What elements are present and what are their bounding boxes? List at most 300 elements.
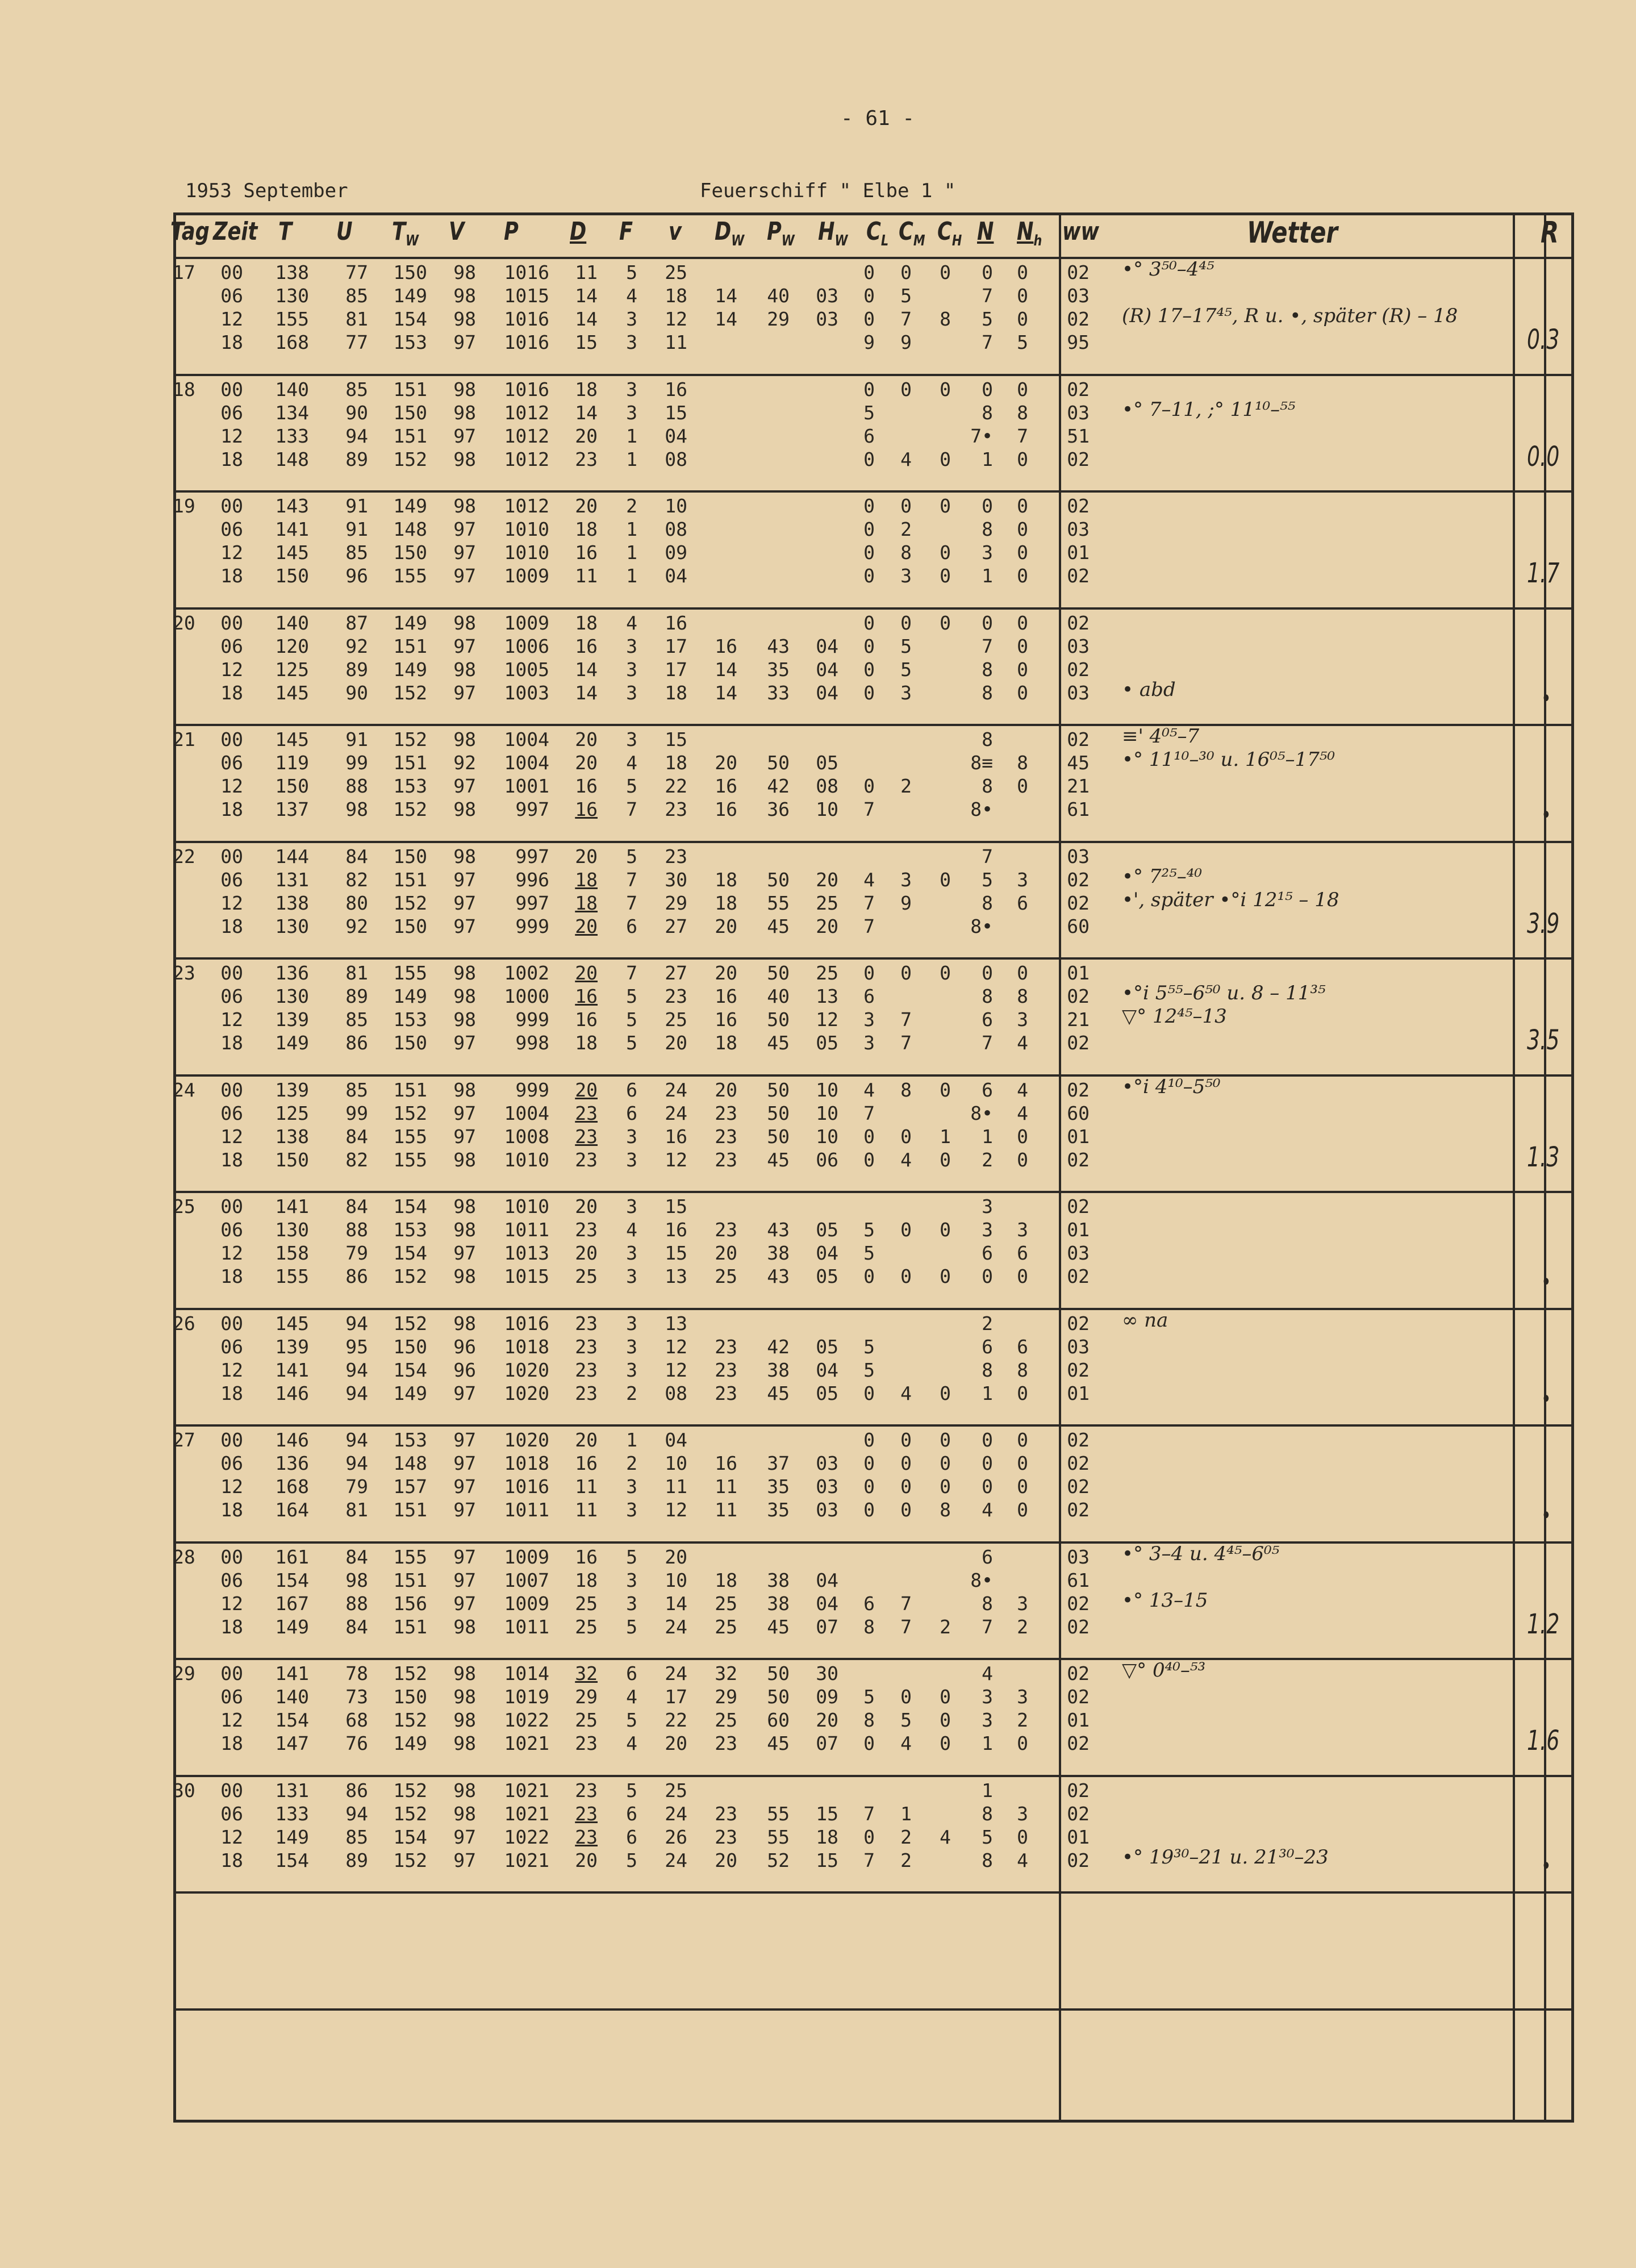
- cell-d: 20: [575, 1195, 598, 1218]
- cell-tw: 149: [393, 495, 427, 517]
- cell-p: 1012: [504, 401, 549, 424]
- cell-pw: 36: [767, 798, 790, 820]
- cell-cm: 0: [900, 1429, 912, 1451]
- cell-nh: 0: [1017, 308, 1028, 330]
- cell-n: 3: [982, 1709, 993, 1731]
- cell-nh: 5: [1017, 331, 1028, 353]
- header-dw: $D_W$: [715, 217, 745, 249]
- weather-note: • abd: [1122, 678, 1176, 701]
- cell-cl: 0: [863, 681, 875, 704]
- cell-v: 23: [665, 798, 687, 820]
- cell-v: 97: [453, 1102, 476, 1124]
- cell-pw: 35: [767, 658, 790, 681]
- cell-cl: 7: [863, 1802, 875, 1825]
- cell-ch: 0: [940, 565, 951, 587]
- cell-d: 18: [575, 1032, 598, 1054]
- cell-nh: 8: [1017, 1358, 1028, 1381]
- cell-tw: 149: [393, 658, 427, 681]
- cell-tw: 151: [393, 378, 427, 401]
- cell-tw: 151: [393, 1615, 427, 1638]
- precipitation-value: 0.3: [1527, 324, 1560, 356]
- weather-note: •° 3–4 u. 4⁴⁵–6⁰⁵: [1122, 1542, 1280, 1565]
- cell-p: 997: [515, 891, 549, 914]
- cell-ww: 02: [1067, 1615, 1090, 1638]
- cell-cl: 0: [863, 611, 875, 634]
- cell-d: 23: [575, 1358, 598, 1381]
- cell-cm: 0: [900, 1125, 912, 1148]
- cell-t: 133: [275, 424, 309, 447]
- cell-cl: 7: [863, 915, 875, 937]
- cell-v: 98: [453, 728, 476, 751]
- cell-n: 1: [982, 565, 993, 587]
- cell-nh: 0: [1017, 495, 1028, 517]
- cell-f: 4: [626, 285, 637, 307]
- cell-cl: 0: [863, 1382, 875, 1404]
- cell-f: 6: [626, 1078, 637, 1101]
- cell-cm: 4: [900, 1148, 912, 1171]
- cell-n: 8: [982, 728, 993, 751]
- cell-v: 13: [665, 1265, 687, 1287]
- cell-zeit: 00: [220, 1195, 243, 1218]
- cell-t: 154: [275, 1709, 309, 1731]
- cell-hw: 13: [816, 985, 838, 1007]
- cell-zeit: 00: [220, 1429, 243, 1451]
- cell-ww: 60: [1067, 915, 1090, 937]
- cell-p: 997: [515, 845, 549, 868]
- cell-v: 04: [665, 424, 687, 447]
- cell-cm: 0: [900, 1219, 912, 1241]
- cell-f: 6: [626, 1825, 637, 1848]
- cell-p: 1009: [504, 1545, 549, 1568]
- cell-v: 98: [453, 658, 476, 681]
- cell-v: 97: [453, 1849, 476, 1871]
- cell-d: 20: [575, 424, 598, 447]
- cell-v: 16: [665, 611, 687, 634]
- cell-dw: 14: [715, 658, 737, 681]
- cell-f: 1: [626, 424, 637, 447]
- cell-hw: 25: [816, 891, 838, 914]
- cell-ch: 0: [940, 495, 951, 517]
- cell-v: 22: [665, 1709, 687, 1731]
- cell-u: 86: [345, 1032, 368, 1054]
- cell-t: 149: [275, 1825, 309, 1848]
- day-label: 21: [173, 728, 195, 751]
- header-tw: $T_W$: [392, 217, 419, 249]
- cell-u: 89: [345, 985, 368, 1007]
- cell-nh: 0: [1017, 378, 1028, 401]
- cell-hw: 04: [816, 1358, 838, 1381]
- cell-d: 20: [575, 915, 598, 937]
- cell-v: 97: [453, 1125, 476, 1148]
- cell-t: 146: [275, 1429, 309, 1451]
- cell-t: 138: [275, 261, 309, 284]
- cell-f: 4: [626, 752, 637, 774]
- cell-cl: 0: [863, 565, 875, 587]
- cell-f: 3: [626, 1592, 637, 1615]
- cell-tw: 152: [393, 1312, 427, 1335]
- cell-t: 144: [275, 845, 309, 868]
- cell-nh: 6: [1017, 1242, 1028, 1264]
- cell-tw: 152: [393, 1779, 427, 1802]
- cell-cm: 0: [900, 261, 912, 284]
- cell-dw: 23: [715, 1382, 737, 1404]
- cell-zeit: 18: [220, 565, 243, 587]
- cell-n: 6: [982, 1545, 993, 1568]
- cell-v: 98: [453, 1709, 476, 1731]
- cell-d: 14: [575, 681, 598, 704]
- cell-cm: 5: [900, 635, 912, 657]
- cell-n: 1: [982, 448, 993, 470]
- cell-zeit: 00: [220, 845, 243, 868]
- cell-zeit: 18: [220, 915, 243, 937]
- cell-n: 1: [982, 1125, 993, 1148]
- precipitation-value: 0.0: [1527, 440, 1560, 473]
- cell-cm: 0: [900, 495, 912, 517]
- precipitation-value: 3.5: [1527, 1024, 1560, 1056]
- cell-v: 23: [665, 845, 687, 868]
- cell-cm: 4: [900, 1732, 912, 1754]
- cell-n: 6: [982, 1008, 993, 1031]
- cell-p: 1016: [504, 261, 549, 284]
- row-divider: [173, 1191, 1574, 1193]
- cell-cm: 3: [900, 565, 912, 587]
- cell-d: 23: [575, 1382, 598, 1404]
- cell-f: 4: [626, 1219, 637, 1241]
- cell-u: 84: [345, 1615, 368, 1638]
- cell-dw: 23: [715, 1125, 737, 1148]
- cell-hw: 06: [816, 1148, 838, 1171]
- cell-p: 1011: [504, 1499, 549, 1521]
- cell-cl: 8: [863, 1615, 875, 1638]
- cell-f: 4: [626, 1732, 637, 1754]
- cell-cm: 2: [900, 518, 912, 540]
- cell-v: 98: [453, 448, 476, 470]
- header-v: v: [669, 217, 682, 246]
- cell-f: 1: [626, 541, 637, 564]
- cell-t: 150: [275, 565, 309, 587]
- cell-zeit: 12: [220, 1008, 243, 1031]
- precipitation-value: 1.7: [1527, 557, 1560, 589]
- cell-pw: 38: [767, 1569, 790, 1591]
- cell-ww: 02: [1067, 1686, 1090, 1708]
- cell-v: 12: [665, 308, 687, 330]
- cell-ww: 01: [1067, 962, 1090, 984]
- header-t: T: [278, 217, 293, 246]
- cell-dw: 14: [715, 285, 737, 307]
- cell-p: 1021: [504, 1779, 549, 1802]
- cell-t: 139: [275, 1008, 309, 1031]
- cell-cl: 5: [863, 1335, 875, 1358]
- weather-note: ▽° 0⁴⁰–⁵³: [1122, 1659, 1206, 1682]
- cell-cl: 0: [863, 285, 875, 307]
- cell-u: 91: [345, 518, 368, 540]
- cell-f: 6: [626, 1102, 637, 1124]
- cell-u: 79: [345, 1475, 368, 1498]
- cell-cl: 0: [863, 1452, 875, 1474]
- cell-ch: 0: [940, 1732, 951, 1754]
- day-label: 24: [173, 1078, 195, 1101]
- cell-ww: 01: [1067, 1219, 1090, 1241]
- cell-ww: 02: [1067, 1265, 1090, 1287]
- cell-v: 98: [453, 378, 476, 401]
- cell-cl: 3: [863, 1008, 875, 1031]
- cell-nh: 0: [1017, 1732, 1028, 1754]
- cell-tw: 150: [393, 1686, 427, 1708]
- cell-n: 8: [982, 401, 993, 424]
- cell-nh: 0: [1017, 448, 1028, 470]
- cell-zeit: 18: [220, 1615, 243, 1638]
- cell-d: 16: [575, 541, 598, 564]
- cell-d: 20: [575, 495, 598, 517]
- cell-v: 97: [453, 1242, 476, 1264]
- cell-ch: 0: [940, 1452, 951, 1474]
- cell-dw: 18: [715, 1032, 737, 1054]
- cell-f: 5: [626, 1615, 637, 1638]
- cell-zeit: 12: [220, 308, 243, 330]
- precipitation-value: 1.3: [1527, 1141, 1560, 1173]
- cell-d: 18: [575, 378, 598, 401]
- cell-p: 1016: [504, 1475, 549, 1498]
- cell-ch: 0: [940, 1219, 951, 1241]
- cell-d: 16: [575, 1545, 598, 1568]
- cell-v: 16: [665, 1125, 687, 1148]
- cell-f: 3: [626, 1335, 637, 1358]
- cell-dw: 16: [715, 1452, 737, 1474]
- day-label: 20: [173, 611, 195, 634]
- cell-v: 97: [453, 1032, 476, 1054]
- cell-nh: 0: [1017, 1429, 1028, 1451]
- cell-t: 167: [275, 1592, 309, 1615]
- cell-t: 145: [275, 728, 309, 751]
- cell-t: 139: [275, 1078, 309, 1101]
- cell-nh: 0: [1017, 635, 1028, 657]
- cell-v: 92: [453, 752, 476, 774]
- cell-n: 8: [982, 891, 993, 914]
- cell-f: 3: [626, 1312, 637, 1335]
- day-label: 25: [173, 1195, 195, 1218]
- cell-d: 29: [575, 1686, 598, 1708]
- cell-tw: 152: [393, 1802, 427, 1825]
- cell-hw: 10: [816, 1102, 838, 1124]
- cell-p: 1015: [504, 1265, 549, 1287]
- cell-pw: 43: [767, 1219, 790, 1241]
- cell-v: 24: [665, 1662, 687, 1685]
- cell-hw: 04: [816, 1569, 838, 1591]
- cell-u: 82: [345, 868, 368, 891]
- cell-dw: 14: [715, 308, 737, 330]
- cell-f: 5: [626, 1709, 637, 1731]
- cell-pw: 43: [767, 1265, 790, 1287]
- cell-d: 16: [575, 798, 598, 820]
- cell-v: 98: [453, 1662, 476, 1685]
- cell-ww: 03: [1067, 681, 1090, 704]
- cell-u: 85: [345, 1078, 368, 1101]
- cell-f: 5: [626, 845, 637, 868]
- cell-cl: 3: [863, 1032, 875, 1054]
- cell-v: 27: [665, 962, 687, 984]
- cell-n: 8•: [970, 1569, 993, 1591]
- cell-cl: 0: [863, 1499, 875, 1521]
- cell-p: 998: [515, 1032, 549, 1054]
- day-label: 23: [173, 962, 195, 984]
- cell-ww: 02: [1067, 1592, 1090, 1615]
- cell-d: 23: [575, 1148, 598, 1171]
- cell-cl: 5: [863, 1219, 875, 1241]
- header-p: P: [504, 217, 519, 246]
- cell-nh: 7: [1017, 424, 1028, 447]
- cell-v: 29: [665, 891, 687, 914]
- cell-v: 98: [453, 845, 476, 868]
- cell-tw: 152: [393, 891, 427, 914]
- cell-hw: 04: [816, 681, 838, 704]
- cell-ch: 0: [940, 611, 951, 634]
- cell-ww: 51: [1067, 424, 1090, 447]
- cell-cl: 0: [863, 495, 875, 517]
- cell-ww: 01: [1067, 1382, 1090, 1404]
- cell-pw: 50: [767, 1125, 790, 1148]
- column-divider: [1513, 212, 1515, 2123]
- cell-f: 5: [626, 1779, 637, 1802]
- cell-pw: 45: [767, 1615, 790, 1638]
- cell-zeit: 18: [220, 1732, 243, 1754]
- cell-t: 140: [275, 611, 309, 634]
- cell-tw: 151: [393, 1569, 427, 1591]
- cell-t: 134: [275, 401, 309, 424]
- cell-pw: 50: [767, 868, 790, 891]
- header-tag: Tag: [170, 217, 210, 246]
- cell-ch: 0: [940, 962, 951, 984]
- cell-nh: 0: [1017, 1452, 1028, 1474]
- cell-v: 18: [665, 752, 687, 774]
- cell-u: 77: [345, 261, 368, 284]
- cell-cl: 7: [863, 1102, 875, 1124]
- cell-zeit: 06: [220, 1219, 243, 1241]
- cell-u: 90: [345, 681, 368, 704]
- cell-ww: 03: [1067, 845, 1090, 868]
- cell-f: 7: [626, 962, 637, 984]
- cell-ww: 03: [1067, 1545, 1090, 1568]
- cell-v: 15: [665, 401, 687, 424]
- cell-cl: 0: [863, 658, 875, 681]
- cell-nh: 2: [1017, 1615, 1028, 1638]
- cell-d: 14: [575, 658, 598, 681]
- cell-zeit: 12: [220, 1358, 243, 1381]
- cell-t: 119: [275, 752, 309, 774]
- cell-p: 1005: [504, 658, 549, 681]
- cell-tw: 148: [393, 518, 427, 540]
- cell-cl: 8: [863, 1709, 875, 1731]
- cell-n: 3: [982, 541, 993, 564]
- cell-cl: 7: [863, 798, 875, 820]
- row-divider: [173, 1541, 1574, 1544]
- cell-hw: 03: [816, 1452, 838, 1474]
- cell-nh: 0: [1017, 962, 1028, 984]
- cell-tw: 151: [393, 868, 427, 891]
- cell-v: 24: [665, 1078, 687, 1101]
- cell-hw: 09: [816, 1686, 838, 1708]
- cell-v: 08: [665, 1382, 687, 1404]
- cell-cm: 7: [900, 1008, 912, 1031]
- cell-u: 96: [345, 565, 368, 587]
- cell-d: 32: [575, 1662, 598, 1685]
- header-cm: $C_M$: [899, 217, 925, 249]
- cell-v: 97: [453, 1382, 476, 1404]
- cell-t: 141: [275, 518, 309, 540]
- header-r: R: [1541, 216, 1559, 250]
- cell-ch: 0: [940, 1078, 951, 1101]
- cell-p: 1009: [504, 565, 549, 587]
- cell-v: 15: [665, 1195, 687, 1218]
- cell-zeit: 18: [220, 1148, 243, 1171]
- cell-p: 1018: [504, 1452, 549, 1474]
- row-divider: [173, 841, 1574, 843]
- cell-v: 97: [453, 518, 476, 540]
- day-label: 17: [173, 261, 195, 284]
- cell-pw: 45: [767, 1148, 790, 1171]
- cell-ww: 01: [1067, 541, 1090, 564]
- cell-v: 97: [453, 1499, 476, 1521]
- cell-v: 96: [453, 1358, 476, 1381]
- cell-t: 130: [275, 1219, 309, 1241]
- cell-cl: 0: [863, 378, 875, 401]
- day-label: 22: [173, 845, 195, 868]
- cell-f: 5: [626, 1545, 637, 1568]
- cell-zeit: 06: [220, 285, 243, 307]
- cell-tw: 152: [393, 1265, 427, 1287]
- cell-n: 3: [982, 1195, 993, 1218]
- cell-v: 98: [453, 798, 476, 820]
- cell-v: 98: [453, 611, 476, 634]
- cell-u: 94: [345, 424, 368, 447]
- cell-tw: 155: [393, 1125, 427, 1148]
- cell-f: 5: [626, 775, 637, 797]
- cell-dw: 18: [715, 868, 737, 891]
- row-divider: [173, 607, 1574, 610]
- cell-d: 18: [575, 611, 598, 634]
- cell-u: 92: [345, 915, 368, 937]
- cell-dw: 18: [715, 1569, 737, 1591]
- cell-tw: 153: [393, 1008, 427, 1031]
- cell-n: 8: [982, 1849, 993, 1871]
- cell-ch: 8: [940, 308, 951, 330]
- cell-d: 23: [575, 1125, 598, 1148]
- cell-dw: 20: [715, 1242, 737, 1264]
- cell-zeit: 12: [220, 775, 243, 797]
- cell-p: 1020: [504, 1358, 549, 1381]
- cell-cl: 7: [863, 891, 875, 914]
- cell-ch: 0: [940, 1148, 951, 1171]
- cell-nh: 2: [1017, 1709, 1028, 1731]
- cell-tw: 151: [393, 752, 427, 774]
- cell-d: 20: [575, 1849, 598, 1871]
- cell-cm: 4: [900, 448, 912, 470]
- row-divider: [173, 1074, 1574, 1077]
- cell-cl: 0: [863, 1265, 875, 1287]
- cell-u: 89: [345, 658, 368, 681]
- cell-tw: 152: [393, 1849, 427, 1871]
- cell-cm: 3: [900, 868, 912, 891]
- cell-f: 6: [626, 1802, 637, 1825]
- cell-ch: 0: [940, 541, 951, 564]
- cell-cm: 0: [900, 962, 912, 984]
- cell-d: 23: [575, 1219, 598, 1241]
- cell-u: 68: [345, 1709, 368, 1731]
- cell-u: 92: [345, 635, 368, 657]
- cell-ch: 0: [940, 1429, 951, 1451]
- cell-f: 3: [626, 1475, 637, 1498]
- cell-u: 85: [345, 378, 368, 401]
- cell-cm: 2: [900, 1825, 912, 1848]
